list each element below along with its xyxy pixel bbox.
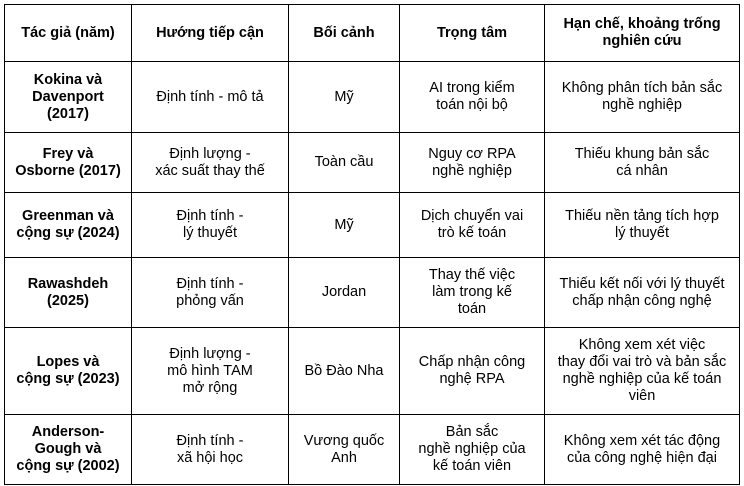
cell-focus: Bản sắc nghề nghiệp của kế toán viên: [400, 415, 545, 485]
table-row: [5, 193, 740, 258]
cell-author: Lopes và cộng sự (2023): [5, 328, 132, 415]
table-row: [5, 133, 740, 193]
cell-approach: Định lượng - mô hình TAM mở rộng: [132, 328, 289, 415]
table-row: [5, 415, 740, 485]
cell-author: Anderson- Gough và cộng sự (2002): [5, 415, 132, 485]
cell-author: Frey và Osborne (2017): [5, 133, 132, 193]
header-focus: Trọng tâm: [400, 5, 545, 62]
literature-review-table: [4, 4, 740, 485]
cell-limitations: Thiếu nền tảng tích hợp lý thuyết: [545, 193, 740, 258]
cell-author: Greenman và cộng sự (2024): [5, 193, 132, 258]
cell-approach: Định tính - phỏng vấn: [132, 258, 289, 328]
cell-context: Jordan: [289, 258, 400, 328]
cell-author: Rawashdeh (2025): [5, 258, 132, 328]
cell-context: Vương quốc Anh: [289, 415, 400, 485]
cell-focus: Thay thế việc làm trong kế toán: [400, 258, 545, 328]
table-header-row: [5, 5, 740, 62]
cell-focus: AI trong kiểm toán nội bộ: [400, 62, 545, 133]
cell-approach: Định tính - mô tả: [132, 62, 289, 133]
header-author-year: Tác giả (năm): [5, 5, 132, 62]
cell-focus: Chấp nhận công nghệ RPA: [400, 328, 545, 415]
cell-author: Kokina và Davenport (2017): [5, 62, 132, 133]
cell-approach: Định tính - xã hội học: [132, 415, 289, 485]
header-approach: Hướng tiếp cận: [132, 5, 289, 62]
cell-limitations: Không phân tích bản sắc nghề nghiệp: [545, 62, 740, 133]
table-row: [5, 258, 740, 328]
cell-context: Mỹ: [289, 193, 400, 258]
table-row: [5, 328, 740, 415]
cell-context: Toàn cầu: [289, 133, 400, 193]
table-row: [5, 62, 740, 133]
cell-limitations: Thiếu khung bản sắc cá nhân: [545, 133, 740, 193]
cell-context: Bồ Đào Nha: [289, 328, 400, 415]
cell-limitations: Không xem xét việc thay đổi vai trò và bản sắc nghề nghiệp của kế toán viên: [545, 328, 740, 415]
cell-approach: Định lượng - xác suất thay thế: [132, 133, 289, 193]
cell-limitations: Không xem xét tác động của công nghệ hiện đại: [545, 415, 740, 485]
cell-approach: Định tính - lý thuyết: [132, 193, 289, 258]
cell-focus: Nguy cơ RPA nghề nghiệp: [400, 133, 545, 193]
cell-limitations: Thiếu kết nối với lý thuyết chấp nhận công nghệ: [545, 258, 740, 328]
header-context: Bối cảnh: [289, 5, 400, 62]
cell-focus: Dịch chuyển vai trò kế toán: [400, 193, 545, 258]
header-limitations: Hạn chế, khoảng trống nghiên cứu: [545, 5, 740, 62]
cell-context: Mỹ: [289, 62, 400, 133]
